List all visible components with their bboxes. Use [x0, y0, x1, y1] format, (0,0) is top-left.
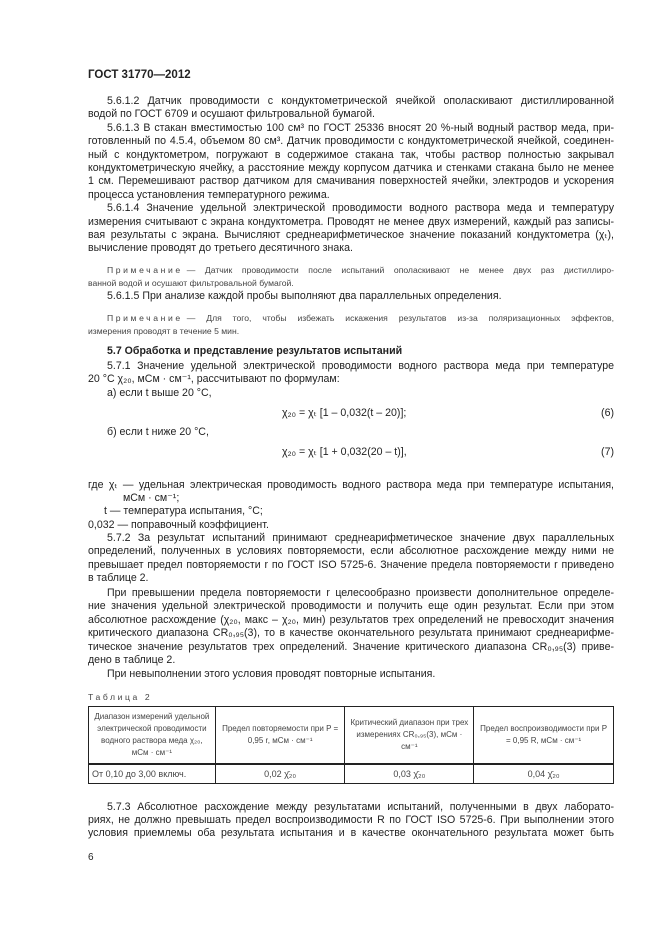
note-2 — [107, 312, 614, 325]
table-header-cell: Критический диапазон при трех измерениях CR₀,₉₅(3), мСм · см⁻¹ — [345, 707, 474, 765]
note-text: — Для того, чтобы избежать искажения результатов из-за поляризационных эффектов, — [186, 313, 614, 323]
para-5-6-1-4: вая результаты с экрана. Вычисляют среднеарифметическое значение показаний кондуктометра (χₜ), — [88, 229, 614, 241]
case-a: а) если t выше 20 °C, — [107, 387, 212, 399]
para-5-7-3: риях, не должно превышать предел воспроизводимости R по ГОСТ ISO 5725-6. При выполнении этого — [88, 814, 614, 826]
para-5-7-2: превышает предел повторяемости r по ГОСТ ISO 5725-6. Значение предела повторяемости r приведено — [88, 559, 614, 571]
equation-number-7: (7) — [601, 446, 614, 458]
para-5-7-2-b: ние значения удельной электрической проводимости и получить еще один результат. Если при этом — [88, 600, 614, 612]
table-row — [89, 764, 614, 784]
table-cell: 0,04 χ̄₂₀ — [474, 764, 614, 784]
equation-number-6: (6) — [601, 407, 614, 419]
para-5-7-2-b: дено в таблице 2. — [88, 654, 176, 666]
para-5-6-1-4: вычисление проводят до третьего десятичного знака. — [88, 242, 353, 254]
where-clause: t — температура испытания, °C; — [104, 505, 263, 517]
para-5-6-1-2: водой по ГОСТ 6709 и осушают фильтровальной бумагой. — [88, 108, 375, 120]
table-header-cell: Предел повторяемости при P = 0,95 r, мСм · см⁻¹ — [215, 707, 345, 765]
para-5-7-1: 5.7.1 Значение удельной электрической проводимости водного раствора меда при температуре — [107, 360, 614, 372]
where-clause: где χₜ — удельная электрическая проводимость водного раствора меда при температуре испытания, — [88, 479, 614, 491]
para-5-6-1-5: 5.6.1.5 При анализе каждой пробы выполняют два параллельных определения. — [107, 290, 502, 302]
para-5-7-2: определений, полученных в условиях повторяемости, если абсолютное расхождение между ними не — [88, 545, 614, 557]
table-2 — [88, 706, 614, 784]
para-5-6-1-3: 1 см. Перемешивают раствор датчиком для смачивания поверхностей ячейки, электродов и ускорения — [88, 175, 614, 187]
table-cell: 0,02 χ̄₂₀ — [215, 764, 345, 784]
para-5-7-2-c: При невыполнении этого условия проводят повторные испытания. — [107, 668, 436, 680]
table-header-cell: Диапазон измерений удельной электрической проводимости водного раствора меда χ₂₀, мСм · см⁻¹ — [89, 707, 216, 765]
formula-7: χ₂₀ = χₜ [1 + 0,032(20 – t)], — [282, 446, 407, 458]
para-5-7-3: условия приемлемы оба результата испытания и в качестве окончательного результата может быть — [88, 827, 614, 839]
where-clause: мСм · см⁻¹; — [123, 492, 180, 504]
page-number: 6 — [88, 852, 94, 863]
para-5-7-2: в таблице 2. — [88, 572, 149, 584]
table-cell: 0,03 χ̄₂₀ — [345, 764, 474, 784]
para-5-6-1-4: измерения считывают с экрана кондуктометра. Проводят не менее двух измерений, каждый раз записы- — [88, 216, 614, 228]
document-header: ГОСТ 31770—2012 — [88, 69, 191, 81]
note-2-cont: измерения проводят в течение 5 мин. — [88, 326, 240, 336]
para-5-6-1-3: 5.6.1.3 В стакан вместимостью 100 см³ по ГОСТ 25336 вносят 20 %-ный водный раствор меда, при- — [107, 122, 614, 134]
note-1-cont: ванной водой и осушают фильтровальной бумагой. — [88, 278, 294, 288]
para-5-6-1-3: кондуктометрическую ячейку, а расстояние между корпусом датчика и стенками стакана было не менее — [88, 162, 614, 174]
para-5-6-1-3: готовленный по 4.5.4, объемом 80 см³. Датчик проводимости с кондуктометрической ячейкой, соединен- — [88, 135, 614, 147]
para-5-6-1-3: ный с кондуктометром, погружают в содержимое стакана так, чтобы раствор полностью закрывал — [88, 149, 614, 161]
para-5-7-2-b: тическое значение результатов трех определений. Значение критического диапазона CR₀,₉₅(3) приве- — [88, 641, 614, 653]
formula-6: χ₂₀ = χₜ [1 – 0,032(t – 20)]; — [282, 407, 407, 419]
para-5-7-3: 5.7.3 Абсолютное расхождение между результатами испытаний, полученными в двух лаборато- — [107, 801, 614, 813]
note-label: Примечание — [107, 265, 183, 275]
case-b: б) если t ниже 20 °C, — [107, 426, 209, 438]
para-5-7-2-b: критического диапазона CR₀,₉₅(3), то в качестве окончательного результата принимают среднеарифме- — [88, 627, 614, 639]
note-text: — Датчик проводимости после испытаний ополаскивают не менее двух раз дистиллиро- — [186, 265, 614, 275]
table-header-row — [89, 707, 614, 765]
para-5-7-2: 5.7.2 За результат испытаний принимают среднеарифметическое значение двух параллельных — [107, 532, 614, 544]
table-header-cell: Предел воспроизводимости при P = 0,95 R, мСм · см⁻¹ — [474, 707, 614, 765]
table-caption: Таблица 2 — [88, 692, 153, 702]
para-5-6-1-2: 5.6.1.2 Датчик проводимости с кондуктометрической ячейкой ополаскивают дистиллированной — [107, 95, 614, 107]
table-cell: От 0,10 до 3,00 включ. — [89, 764, 216, 784]
para-5-7-1: 20 °C χ₂₀, мСм · см⁻¹, рассчитывают по формулам: — [88, 373, 340, 385]
para-5-6-1-3: процесса установления температурного режима. — [88, 189, 330, 201]
para-5-7-2-b: абсолютное расхождение (χ₂₀, макс – χ₂₀, мин) результатов трех определений не превосходит значения — [88, 614, 614, 626]
note-1 — [107, 264, 614, 277]
section-heading: 5.7 Обработка и представление результатов испытаний — [107, 345, 403, 357]
para-5-6-1-4: 5.6.1.4 Значение удельной электрической проводимости водного раствора меда и температуру — [107, 202, 614, 214]
note-label: Примечание — [107, 313, 183, 323]
where-clause: 0,032 — поправочный коэффициент. — [88, 519, 269, 531]
para-5-7-2-b: При превышении предела повторяемости r целесообразно произвести дополнительное определе- — [107, 587, 614, 599]
